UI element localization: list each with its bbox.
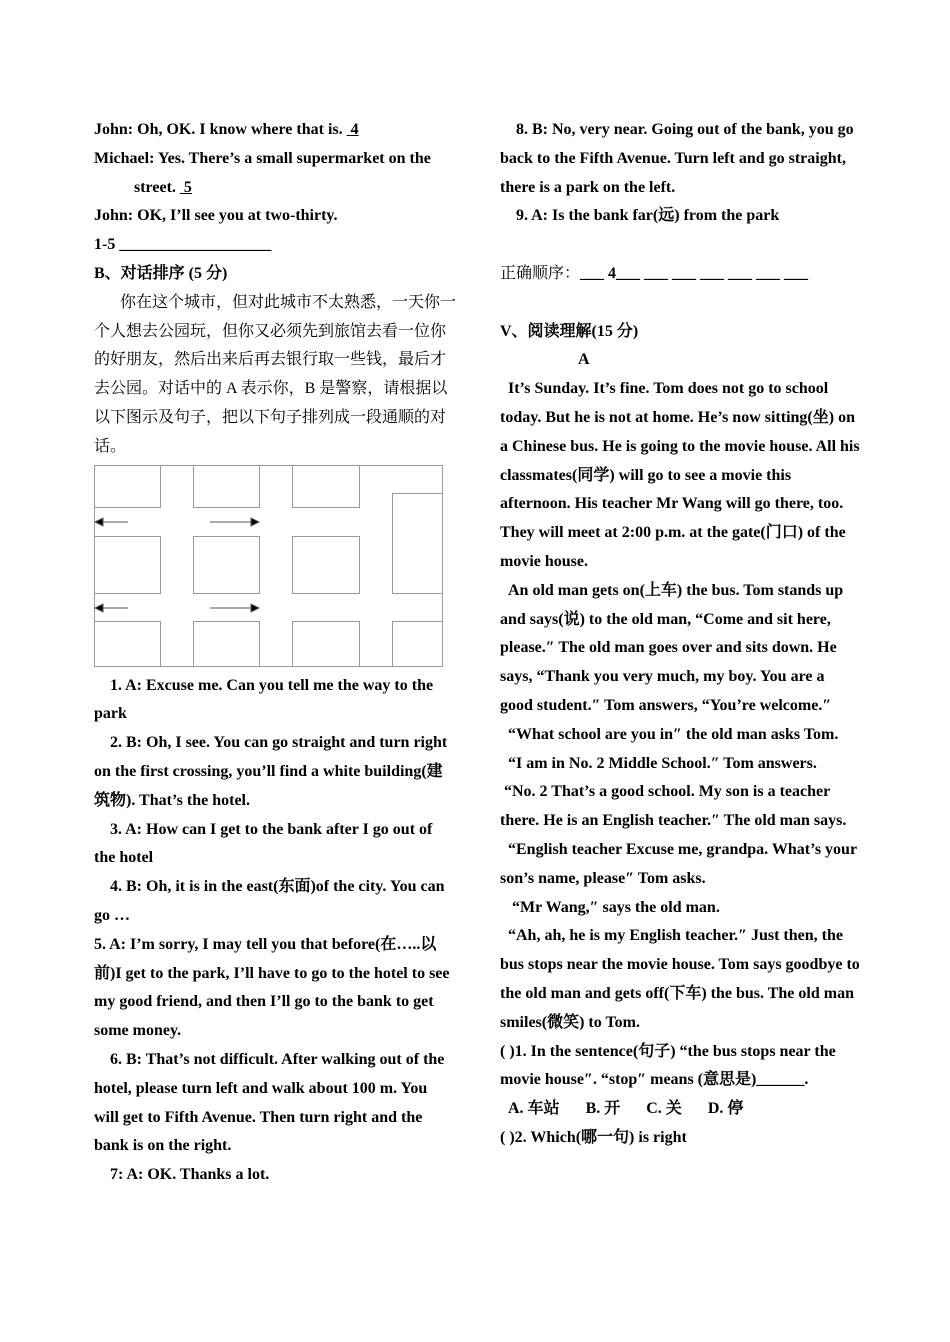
passage-paragraph: It’s Sunday. It’s fine. Tom does not go to school today. But he is not at home. He’s now sitting(坐) on a Chinese bus. He is going to the movie house. All his classmates(同学) will go to see a movie this afternoon. His teacher Mr Wang will go there, too. They will meet at 2:00 p.m. at the gate(门口) of the movie house. [500,380,860,570]
dialogue-line-john-1: John: Oh, OK. I know where that is. 4 [94,121,359,138]
section-v-title: V、阅读理解(15 分) [500,322,639,340]
section-b-title: B、对话排序 (5 分) [94,264,228,282]
blank-5: 5 [183,178,192,196]
passage-paragraph: “I am in No. 2 Middle School.″ Tom answers. [508,754,817,772]
item-6: 6. B: That’s not difficult. After walking out of the hotel, please turn left and walk about 100 m. You will get to Fifth Avenue. Then turn right and the bank is on the right. [94,1050,445,1155]
dialogue-line-john-2: John: OK, I’ll see you at two-thirty. [94,207,338,225]
item-3: 3. A: How can I get to the bank after I go out of the hotel [94,820,433,867]
item-9: 9. A: Is the bank far(远) from the park [516,207,780,225]
passage-paragraph: An old man gets on(上车) the bus. Tom stands up and says(说) to the old man, “Come and sit here, please.″ The old man goes over and sits down. He says, “Thank you very much, my boy. You are a good student.″ Tom answers, “You’re welcome.″ [500,581,844,714]
item-8: 8. B: No, very near. Going out of the bank, you go back to the Fifth Avenue. Turn left and go straight, there is a park on the left. [500,121,854,196]
right-column [500,116,860,1153]
left-column [94,116,456,1190]
question-1-options [500,1095,860,1124]
map-block [194,465,260,507]
street-map-diagram [94,465,444,668]
option-d[interactable]: D. 停 [707,1100,744,1118]
blank-4: 4 [350,121,359,138]
map-block [95,465,161,507]
map-block [194,536,260,593]
passage-paragraph: “No. 2 That’s a good school. My son is a teacher there. He is an English teacher.″ The old man says. [500,783,847,830]
map-block [293,536,360,593]
section-b-intro: 你在这个城市，但对此城市不太熟悉，一天你一个人想去公园玩，但你又必须先到旅馆去看一位你的好朋友，然后出来后再去银行取一些钱，最后才去公园。对话中的 A 表示你，B 是警察，请根据以以下图示及句子，把以下句子排列成一段通顺的对话。 [94,293,457,455]
map-block [293,465,360,507]
question-2: ( )2. Which(哪一句) is right [500,1128,687,1146]
passage-title: A [578,351,590,369]
dialogue-line-michael: Michael: Yes. There’s a small supermarket on the [94,149,431,167]
item-7: 7: A: OK. Thanks a lot. [110,1166,270,1184]
passage-paragraph: “What school are you in″ the old man asks Tom. [508,725,839,743]
item-5: 5. A: I’m sorry, I may tell you that before(在…..以前)I get to the park, I’ll have to go to the hotel to see my good friend, and then I’ll go to the bank to get some money. [94,935,450,1040]
answer-line-1-5: 1-5 ___________________ [94,236,272,254]
map-block [293,621,360,666]
passage-paragraph: “English teacher Excuse me, grandpa. What’s your son’s name, please″ Tom asks. [500,840,857,887]
passage-paragraph: “Ah, ah, he is my English teacher.″ Just then, the bus stops near the movie house. Tom says goodbye to the old man and gets off(下车) the bus. The old man smiles(微笑) to Tom. [500,927,860,1031]
map-block [95,536,161,593]
map-block [95,621,161,666]
option-a[interactable]: A. 车站 [508,1100,560,1118]
item-4: 4. B: Oh, it is in the east(东面)of the city. You can go … [94,878,445,924]
passage-paragraph: “Mr Wang,″ says the old man. [512,898,720,916]
option-b[interactable]: B. 开 [585,1100,621,1118]
item-2: 2. B: Oh, I see. You can go straight and turn right on the first crossing, you’ll find a white building(建筑物). That’s the hotel. [94,734,448,809]
correct-order-line: 正确顺序：___ 4___ ___ ___ ___ ___ ___ ___ [500,264,809,282]
map-block [393,493,443,593]
map-block [393,621,443,666]
question-1: ( )1. In the sentence(句子) “the bus stops near the movie house″. “stop″ means (意思是)______. [500,1042,836,1089]
option-c[interactable]: C. 关 [646,1100,682,1118]
dialogue-line-michael-cont: street. 5 [134,178,192,196]
map-block [194,621,260,666]
item-1: 1. A: Excuse me. Can you tell me the way to the park [94,676,434,723]
